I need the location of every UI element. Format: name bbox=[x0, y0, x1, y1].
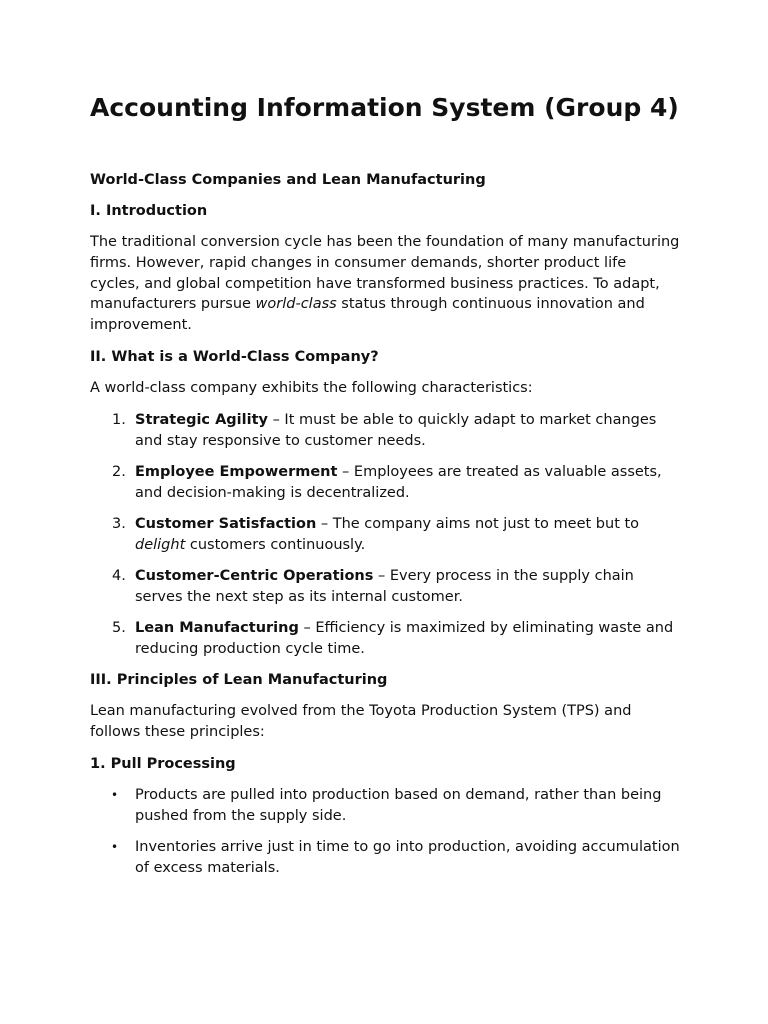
list-item bbox=[90, 410, 680, 452]
list-item-text: – Every process in the supply chain serves the next step as its internal customer. bbox=[135, 568, 634, 605]
intro-text-italic: world-class bbox=[255, 296, 337, 313]
bullet-icon: • bbox=[111, 839, 119, 854]
bullet-text: Products are pulled into production based on demand, rather than being pushed from the supply side. bbox=[135, 786, 662, 824]
list-number: 4. bbox=[112, 568, 126, 585]
bullet-icon: • bbox=[111, 787, 119, 802]
list-number: 3. bbox=[112, 515, 126, 532]
document-subtitle: World-Class Companies and Lean Manufacturing bbox=[90, 172, 486, 188]
list-item-term: Strategic Agility bbox=[135, 411, 268, 428]
list-item bbox=[90, 837, 680, 879]
list-item bbox=[90, 514, 680, 556]
section-heading-introduction: I. Introduction bbox=[90, 203, 208, 219]
section-heading-lean-principles: III. Principles of Lean Manufacturing bbox=[90, 672, 388, 689]
subsection-heading-pull-processing: 1. Pull Processing bbox=[90, 755, 236, 772]
list-item-text: – The company aims not just to meet but to bbox=[316, 515, 640, 532]
list-item-text: – It must be able to quickly adapt to market changes and stay responsive to customer needs. bbox=[135, 411, 657, 449]
section-heading-world-class: II. What is a World-Class Company? bbox=[90, 348, 379, 365]
world-class-intro: A world-class company exhibits the following characteristics: bbox=[90, 379, 533, 396]
list-item-italic: delight bbox=[135, 536, 186, 553]
list-item bbox=[90, 785, 680, 827]
pull-processing-list bbox=[90, 785, 680, 879]
document-title: Accounting Information System (Group 4) bbox=[90, 93, 679, 122]
list-number: 2. bbox=[112, 463, 126, 480]
list-item-term: Customer-Centric Operations bbox=[135, 568, 374, 585]
document-page bbox=[90, 90, 680, 889]
lean-principles-intro: Lean manufacturing evolved from the Toyota Production System (TPS) and follows these principles: bbox=[90, 703, 632, 741]
list-item bbox=[90, 618, 680, 660]
intro-text-part2: status through continuous innovation and improvement. bbox=[90, 296, 645, 334]
list-item-term: Lean Manufacturing bbox=[135, 620, 299, 637]
list-item-text: – Efficiency is maximized by eliminating waste and reducing production cycle time. bbox=[135, 620, 674, 657]
intro-text-part1: The traditional conversion cycle has been the foundation of many manufacturing firms. However, rapid changes in consumer demands, shorter product life cycles, and global competition have transformed business practices. To adapt, manufacturers pursue bbox=[90, 234, 680, 313]
list-item bbox=[90, 566, 680, 608]
list-number: 5. bbox=[112, 620, 126, 637]
list-item-term: Customer Satisfaction bbox=[135, 515, 317, 532]
list-item bbox=[90, 462, 680, 504]
list-item-text-after: customers continuously. bbox=[185, 536, 366, 553]
list-item-term: Employee Empowerment bbox=[135, 463, 338, 480]
list-item-text: – Employees are treated as valuable assets, and decision-making is decentralized. bbox=[135, 463, 662, 501]
list-number: 1. bbox=[112, 411, 126, 428]
introduction-paragraph bbox=[90, 232, 680, 336]
characteristics-list bbox=[90, 410, 680, 660]
bullet-text: Inventories arrive just in time to go into production, avoiding accumulation of excess materials. bbox=[135, 838, 680, 876]
